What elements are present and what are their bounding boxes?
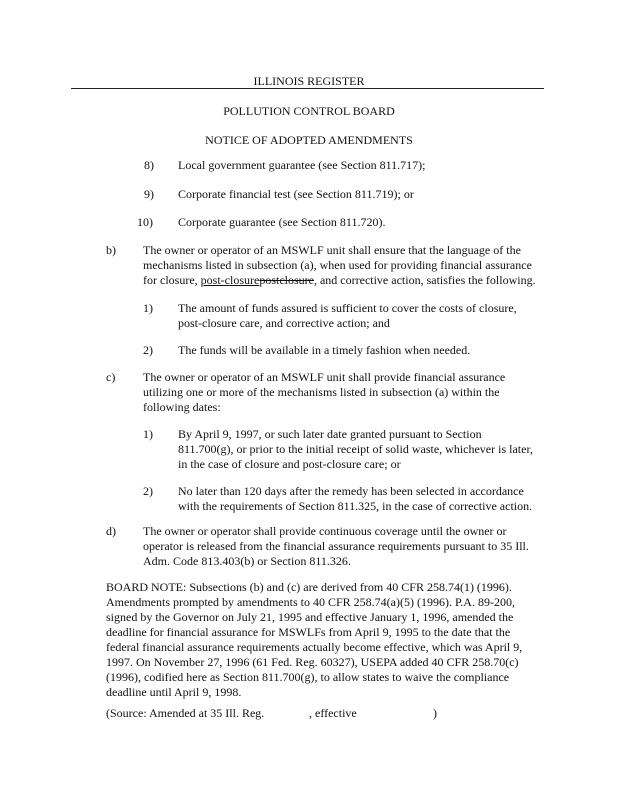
subsection-label: c) (106, 370, 116, 384)
paragraph-line: operator is released from the financial assurance requirements pursuant to 35 Ill. (143, 539, 529, 553)
paragraph-line: utilizing one or more of the mechanisms listed in subsection (a) within the (143, 385, 500, 399)
board-note-line: Amendments prompted by amendments to 40 CFR 258.74(a)(5) (1996). P.A. 89-200, (106, 595, 515, 609)
board-title: POLLUTION CONTROL BOARD (223, 104, 395, 118)
item-line: post-closure care, and corrective action; and (178, 316, 390, 330)
item-line: By April 9, 1997, or such later date granted pursuant to Section (178, 427, 482, 441)
paragraph-line: following dates: (143, 400, 221, 414)
item-line: The funds will be available in a timely fashion when needed. (178, 343, 471, 357)
line-text: , and corrective action, satisfies the following. (313, 273, 536, 287)
item-number: 1) (143, 427, 153, 441)
item-number: 1) (143, 301, 153, 315)
inserted-text: post-closure (200, 273, 260, 287)
line-text: for closure, (143, 273, 201, 287)
board-note-line: deadline until April 9, 1998. (106, 685, 242, 699)
paragraph-line: Adm. Code 813.403(b) or Section 811.326. (143, 554, 351, 568)
source-citation: (Source: Amended at 35 Ill. Reg. (106, 706, 265, 720)
subsection-label: d) (106, 524, 116, 538)
item-number: 8) (144, 158, 154, 172)
board-note-line: 1997. On November 27, 1996 (61 Fed. Reg. 60327), USEPA added 40 CFR 258.70(c) (106, 655, 519, 669)
deleted-text: postclosure (259, 273, 314, 287)
paragraph-line-amended (143, 273, 536, 288)
source-close-paren: ) (433, 706, 437, 720)
paragraph-line: The owner or operator of an MSWLF unit shall provide financial assurance (143, 370, 506, 384)
notice-title: NOTICE OF ADOPTED AMENDMENTS (205, 133, 413, 147)
item-line: No later than 120 days after the remedy has been selected in accordance (178, 484, 524, 498)
board-note-line: federal financial assurance requirements actually become effective, which was April 9, (106, 640, 523, 654)
item-line: with the requirements of Section 811.325, in the case of corrective action. (178, 499, 533, 513)
paragraph-line: mechanisms listed in subsection (a), when used for providing financial assurance (143, 258, 532, 272)
item-text: Corporate guarantee (see Section 811.720). (178, 215, 386, 229)
item-number: 2) (143, 484, 153, 498)
header-rule (71, 88, 544, 89)
item-line: The amount of funds assured is sufficient to cover the costs of closure, (178, 301, 517, 315)
item-line: in the case of closure and post-closure care; or (178, 457, 401, 471)
board-note-line: (1996), codified here as Section 811.700(g), to allow states to waive the compliance (106, 670, 510, 684)
item-text: Corporate financial test (see Section 811.719); or (178, 187, 414, 201)
item-number: 2) (143, 343, 153, 357)
subsection-label: b) (106, 243, 116, 257)
source-effective: , effective (309, 706, 357, 720)
board-note-line: signed by the Governor on July 21, 1995 and effective January 1, 1996, amended the (106, 610, 514, 624)
board-note-line: BOARD NOTE: Subsections (b) and (c) are derived from 40 CFR 258.74(1) (1996). (106, 580, 512, 594)
paragraph-line: The owner or operator shall provide continuous coverage until the owner or (143, 524, 507, 538)
board-note-line: deadline for financial assurance for MSWLFs from April 9, 1995 to the date that the (106, 625, 511, 639)
item-number: 9) (144, 187, 154, 201)
paragraph-line: The owner or operator of an MSWLF unit shall ensure that the language of the (143, 243, 521, 257)
item-line: 811.700(g), or prior to the initial receipt of solid waste, whichever is later, (178, 442, 533, 456)
item-number: 10) (137, 215, 153, 229)
register-header: ILLINOIS REGISTER (253, 74, 365, 88)
item-text: Local government guarantee (see Section 811.717); (178, 158, 426, 172)
